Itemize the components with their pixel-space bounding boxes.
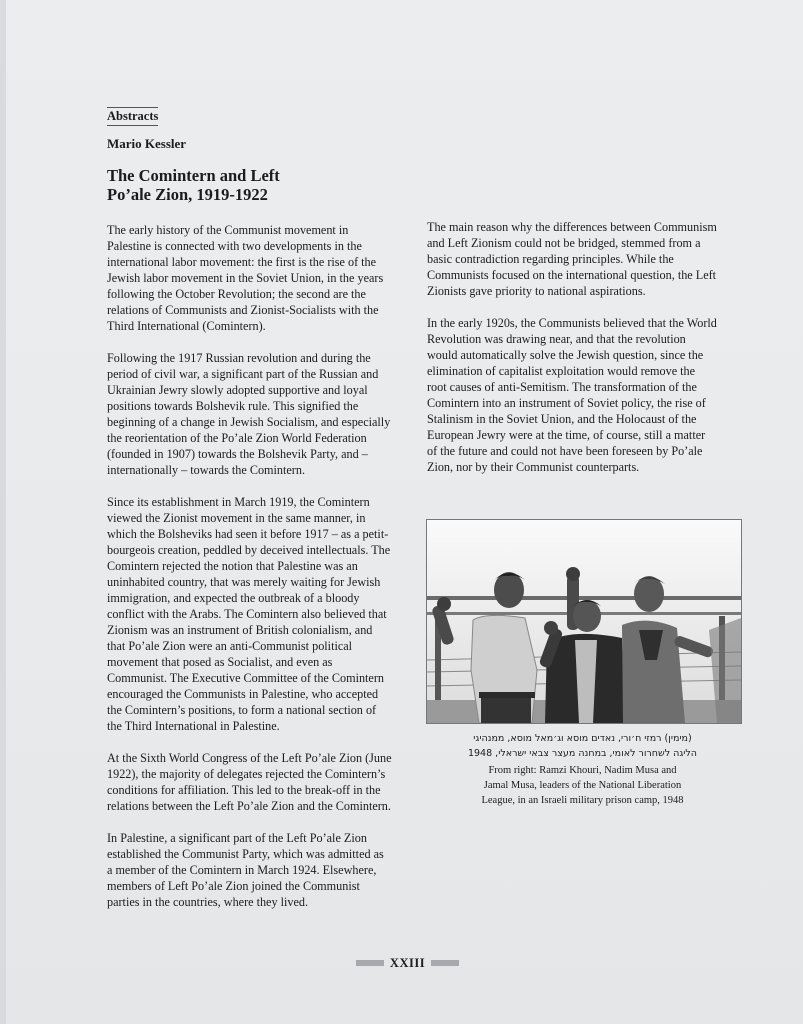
caption-hebrew-line: הליגה לשחרור לאומי, במחנה מעצר צבאי ישראלי, 1948 — [467, 748, 698, 759]
title-line: Po’ale Zion, 1919-1922 — [107, 185, 268, 204]
paragraph: Following the 1917 Russian revolution and during the period of civil war, a significant part of the Russian and Ukrainian Jewry slowly adopted supportive and loyal positions towards Bolshevik rule. This signified the beginning of a change in Jewish Socialism, and especially the reorientation of the Po’ale Zion World Federation (founded in 1907) towards the Bolshevik Party, and – internationally – towards the Comintern. — [107, 351, 391, 477]
right-column — [427, 219, 717, 491]
page-edge — [0, 0, 6, 1024]
article-title — [107, 166, 407, 204]
photo-caption — [430, 731, 735, 808]
folio-bar-right — [431, 960, 459, 966]
paragraph: The early history of the Communist movement in Palestine is connected with two developments in the international labor movement: the first is the rise of the Jewish labor movement in the Soviet Union, in the years following the October Revolution; the second are the relations of Communists and Zionist-Socialists with the Third International (Comintern). — [107, 223, 384, 333]
page-number-folio — [355, 955, 460, 971]
caption-english-line: Jamal Musa, leaders of the National Liberation — [483, 780, 682, 791]
author-name: Mario Kessler — [107, 136, 187, 151]
title-line: The Comintern and Left — [107, 166, 280, 185]
paragraph: Since its establishment in March 1919, the Comintern viewed the Zionist movement in the same manner, in which the Bolsheviks had seen it before 1917 – as a petit-bourgeois creation, peddled by deceived intellectuals. The Comintern rejected the notion that Palestine was an uninhabited country, that was merely waiting for Jewish immigration, and expected the outbreak of a bloody conflict with the Arabs. The Comintern also believed that Zionism was an instrument of British colonialism, and that Po’ale Zion were an anti-Communist political movement that posed as Socialist, and even as Communist. The Executive Committee of the Comintern encouraged the Communists in Palestine, who accepted the Comintern’s positions, to form a national section of the Third International in Palestine. — [107, 495, 391, 733]
paragraph: In Palestine, a significant part of the Left Po’ale Zion established the Communist Party, which was admitted as a member of the Comintern in March 1924. Elsewhere, members of Left Po’ale Zion joined the Communist parties in the countries, where they lived. — [107, 831, 384, 909]
photo-illustration — [427, 520, 741, 723]
page-number: XXIII — [389, 955, 426, 970]
paragraph: In the early 1920s, the Communists believed that the World Revolution was drawing near, and that the revolution would automatically solve the Jewish question, since the elimination of capitalist exploitation would remove the root causes of anti-Semitism. The transformation of the Comintern into an instrument of Soviet policy, the rise of Stalinism in the Soviet Union, and the Holocaust of the European Jewry were at the time, of course, still a matter of the future and could not have been foreseen by Po’ale Zion, nor by their Communist counterparts. — [427, 316, 717, 474]
historical-photograph — [426, 519, 742, 724]
caption-hebrew-line: (מימין) רמזי ח׳ורי, נאדים מוסא וג׳מאל מוסא, ממנהיגי — [473, 733, 692, 744]
section-label: Abstracts — [107, 107, 158, 126]
folio-bar-left — [356, 960, 384, 966]
caption-english-line: From right: Ramzi Khouri, Nadim Musa and — [488, 765, 677, 776]
caption-english-line: League, in an Israeli military prison camp, 1948 — [481, 795, 684, 806]
paragraph: The main reason why the differences between Communism and Left Zionism could not be bridged, stemmed from a basic contradiction regarding principles. While the Communists focused on the international question, the Left Zionists gave priority to national aspirations. — [427, 220, 717, 298]
left-column — [107, 222, 392, 926]
paragraph: At the Sixth World Congress of the Left Po’ale Zion (June 1922), the majority of delegates rejected the Comintern’s conditions for affiliation. This led to the break-off in the relations between the Left Po’ale Zion and the Comintern. — [107, 751, 392, 813]
